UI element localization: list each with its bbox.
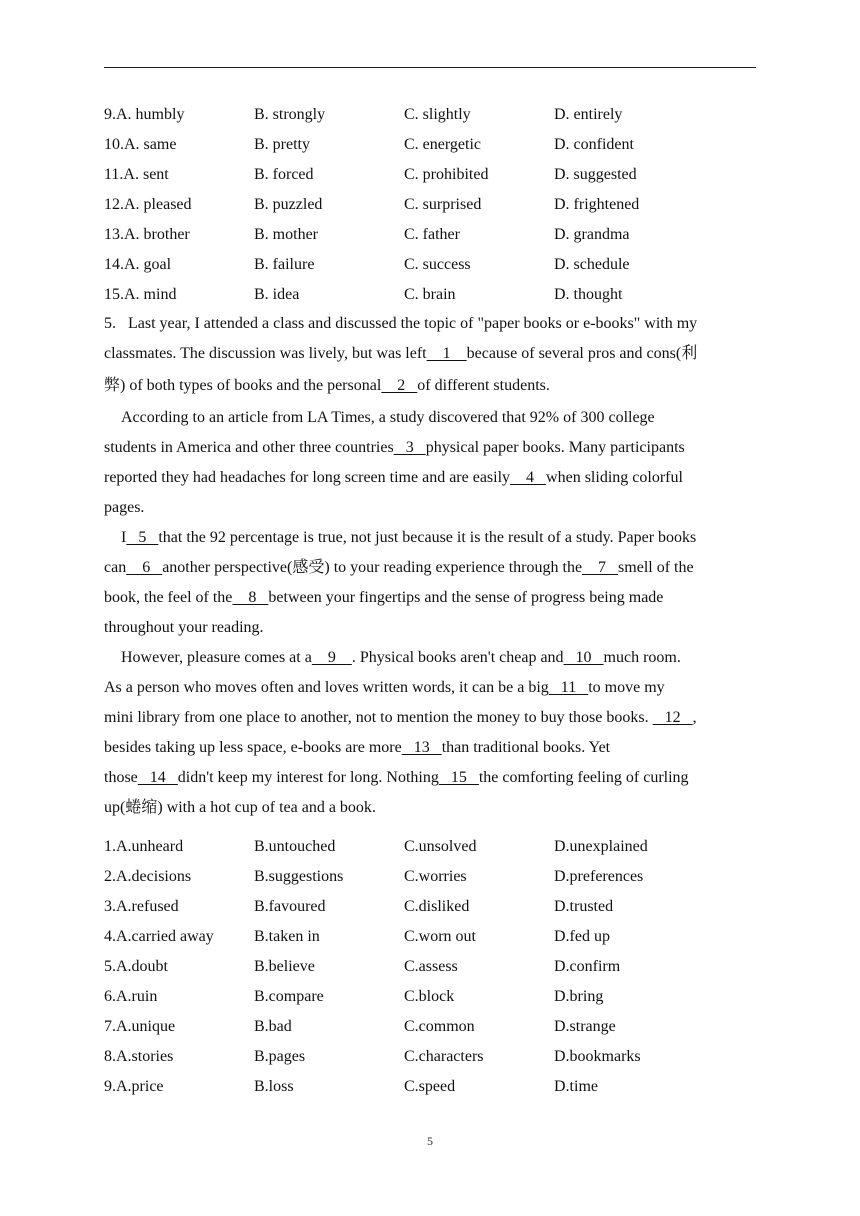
passage-line: 弊) of both types of books and the personal 2 of different students. — [104, 369, 764, 403]
passage-line: can 6 another perspective(感受) to your reading experience through the 7 smell of the — [104, 553, 764, 583]
option-d: D. schedule — [554, 256, 630, 273]
option-row — [104, 1072, 760, 1102]
option-d: D.bring — [554, 988, 604, 1005]
option-row — [104, 832, 760, 862]
option-d: D.strange — [554, 1018, 616, 1035]
option-d: D. grandma — [554, 226, 630, 243]
option-a: 4.A.carried away — [104, 928, 214, 945]
passage-line: up(蜷缩) with a hot cup of tea and a book. — [104, 799, 376, 816]
option-a: 3.A.refused — [104, 898, 179, 915]
option-row — [104, 952, 760, 982]
option-row — [104, 100, 760, 130]
option-d: D.confirm — [554, 958, 621, 975]
passage-line: I 5 that the 92 percentage is true, not just because it is the result of a study. Paper books — [104, 523, 764, 553]
passage-line: pages. — [104, 499, 145, 516]
passage-line: mini library from one place to another, not to mention the money to buy those books. 12 , — [104, 703, 764, 733]
passage-line: However, pleasure comes at a 9 . Physical books aren't cheap and 10 much room. — [104, 643, 764, 673]
passage-line: those 14 didn't keep my interest for long. Nothing 15 the comforting feeling of curling — [104, 763, 764, 793]
blank-8: 8 — [232, 589, 269, 606]
blank-13: 13 — [401, 739, 442, 756]
option-b: B.taken in — [254, 928, 320, 945]
option-b: B.pages — [254, 1048, 306, 1065]
option-b: B. strongly — [254, 106, 326, 123]
options-table — [104, 832, 760, 1102]
option-a: 9.A.price — [104, 1078, 164, 1095]
passage-line: besides taking up less space, e-books are more 13 than traditional books. Yet — [104, 733, 764, 763]
option-c: C.assess — [404, 958, 458, 975]
option-c: C.common — [404, 1018, 475, 1035]
passage-line: students in America and other three countries 3 physical paper books. Many participants — [104, 433, 764, 463]
option-d: D.unexplained — [554, 838, 648, 855]
blank-10: 10 — [563, 649, 604, 666]
option-d: D.preferences — [554, 868, 644, 885]
option-row — [104, 892, 760, 922]
prev-options-table — [104, 100, 760, 310]
option-c: C.worn out — [404, 928, 476, 945]
option-row — [104, 190, 760, 220]
blank-3: 3 — [393, 439, 426, 456]
option-a: 13.A. brother — [104, 226, 190, 243]
option-b: B.loss — [254, 1078, 294, 1095]
option-b: B.favoured — [254, 898, 326, 915]
option-d: D.trusted — [554, 898, 614, 915]
option-b: B. failure — [254, 256, 315, 273]
option-c: C. slightly — [404, 106, 471, 123]
option-c: C. surprised — [404, 196, 482, 213]
option-a: 10.A. same — [104, 136, 177, 153]
passage-line: book, the feel of the 8 between your fingertips and the sense of progress being made — [104, 583, 764, 613]
option-b: B. mother — [254, 226, 318, 243]
option-c: C. prohibited — [404, 166, 489, 183]
option-b: B.believe — [254, 958, 315, 975]
option-c: C.worries — [404, 868, 467, 885]
option-c: C.block — [404, 988, 455, 1005]
option-b: B. pretty — [254, 136, 310, 153]
option-row — [104, 250, 760, 280]
blank-14: 14 — [137, 769, 178, 786]
passage-line: classmates. The discussion was lively, but was left 1 because of several pros and cons(利 — [104, 339, 764, 369]
option-d: D.bookmarks — [554, 1048, 641, 1065]
option-a: 9.A. humbly — [104, 106, 185, 123]
option-b: B.compare — [254, 988, 324, 1005]
option-a: 6.A.ruin — [104, 988, 158, 1005]
cloze-passage — [104, 309, 764, 823]
option-c: C. success — [404, 256, 471, 273]
option-a: 5.A.doubt — [104, 958, 168, 975]
option-d: D. suggested — [554, 166, 637, 183]
blank-4: 4 — [510, 469, 547, 486]
blank-7: 7 — [582, 559, 619, 576]
option-a: 2.A.decisions — [104, 868, 192, 885]
passage-line: throughout your reading. — [104, 619, 264, 636]
option-b: B.suggestions — [254, 868, 344, 885]
header-rule — [104, 67, 756, 68]
page-number: 5 — [427, 1134, 433, 1148]
option-c: C. energetic — [404, 136, 482, 153]
option-c: C.speed — [404, 1078, 456, 1095]
option-a: 15.A. mind — [104, 286, 177, 303]
option-row — [104, 1012, 760, 1042]
option-d: D. entirely — [554, 106, 623, 123]
option-d: D.fed up — [554, 928, 610, 945]
option-row — [104, 280, 760, 310]
option-b: B.bad — [254, 1018, 292, 1035]
blank-6: 6 — [126, 559, 163, 576]
option-row — [104, 130, 760, 160]
passage-line: reported they had headaches for long screen time and are easily 4 when sliding colorful — [104, 463, 764, 493]
blank-1: 1 — [426, 345, 467, 362]
option-row — [104, 862, 760, 892]
option-d: D.time — [554, 1078, 598, 1095]
option-c: C.unsolved — [404, 838, 477, 855]
blank-2: 2 — [381, 377, 418, 394]
option-a: 1.A.unheard — [104, 838, 184, 855]
blank-15: 15 — [438, 769, 479, 786]
option-d: D. thought — [554, 286, 623, 303]
option-c: C.characters — [404, 1048, 484, 1065]
passage-line: According to an article from LA Times, a study discovered that 92% of 300 college — [121, 409, 655, 426]
option-c: C.disliked — [404, 898, 470, 915]
option-row — [104, 922, 760, 952]
option-a: 7.A.unique — [104, 1018, 176, 1035]
option-d: D. frightened — [554, 196, 640, 213]
option-b: B. puzzled — [254, 196, 323, 213]
option-b: B. idea — [254, 286, 300, 303]
blank-9: 9 — [311, 649, 352, 666]
passage-line: As a person who moves often and loves written words, it can be a big 11 to move my — [104, 673, 764, 703]
blank-11: 11 — [548, 679, 589, 696]
option-row — [104, 160, 760, 190]
option-row — [104, 982, 760, 1012]
blank-12: 12 — [652, 709, 693, 726]
option-a: 12.A. pleased — [104, 196, 192, 213]
option-a: 14.A. goal — [104, 256, 172, 273]
passage-line: 5. Last year, I attended a class and discussed the topic of "paper books or e-books" with my — [104, 315, 698, 332]
option-row — [104, 220, 760, 250]
option-a: 11.A. sent — [104, 166, 169, 183]
option-b: B. forced — [254, 166, 314, 183]
option-row — [104, 1042, 760, 1072]
option-d: D. confident — [554, 136, 634, 153]
option-a: 8.A.stories — [104, 1048, 174, 1065]
option-c: C. brain — [404, 286, 456, 303]
option-c: C. father — [404, 226, 460, 243]
option-b: B.untouched — [254, 838, 336, 855]
blank-5: 5 — [126, 529, 159, 546]
